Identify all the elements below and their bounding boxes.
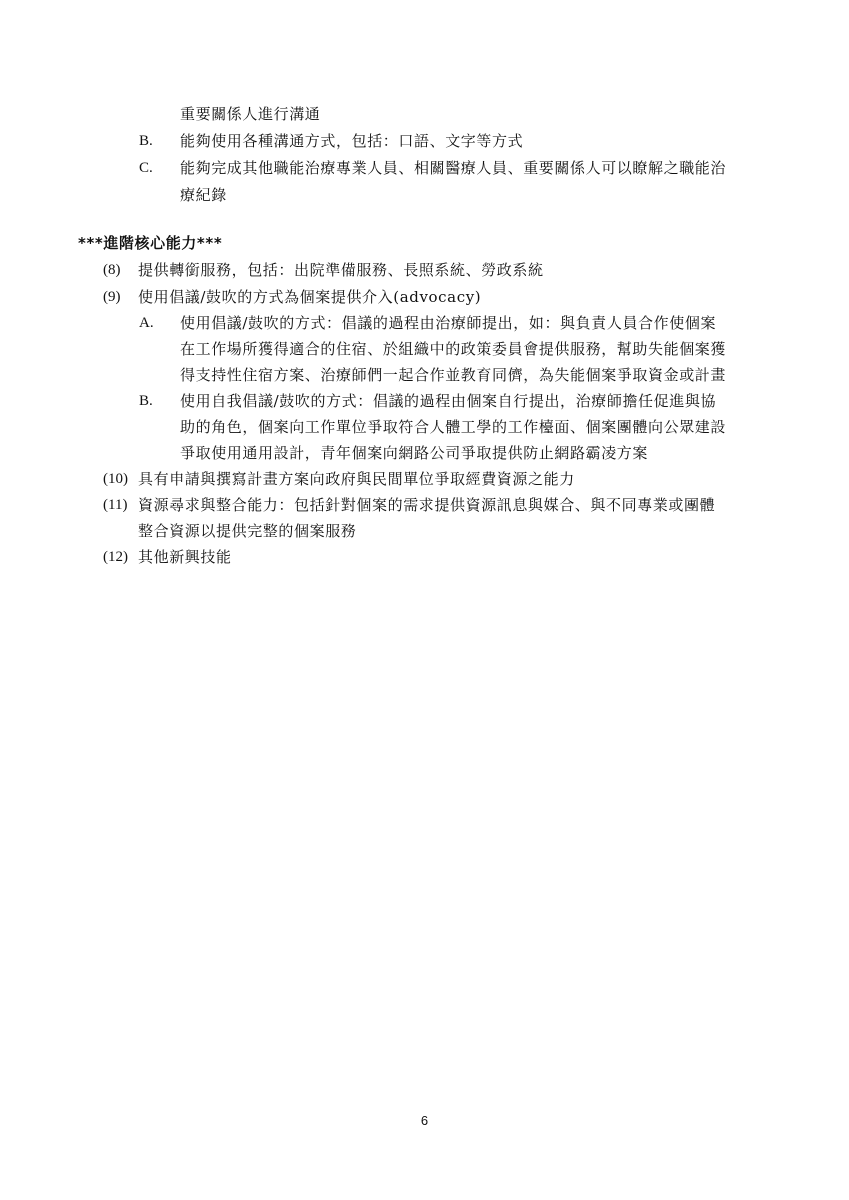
item-9-marker: (9) — [103, 289, 121, 305]
page-number: 6 — [420, 1113, 429, 1128]
item-c-line-2: 療紀錄 — [180, 186, 227, 204]
item-11-line-1: 資源尋求與整合能力：包括針對個案的需求提供資源訊息與媒合、與不同專業或團體 — [138, 496, 716, 514]
item-9b-marker: B. — [139, 393, 153, 409]
item-11-marker: (11) — [103, 497, 128, 513]
item-10-marker: (10) — [103, 471, 128, 487]
item-10-text: 具有申請與撰寫計畫方案向政府與民間單位爭取經費資源之能力 — [138, 470, 575, 488]
item-9-text: 使用倡議/鼓吹的方式為個案提供介入(advocacy) — [138, 288, 482, 306]
item-9b-line-3: 爭取使用通用設計，青年個案向網路公司爭取提供防止網路霸凌方案 — [180, 444, 649, 462]
item-9b-line-2: 助的角色，個案向工作單位爭取符合人體工學的工作檯面、個案團體向公眾建設 — [180, 418, 727, 436]
item-b-text: 能夠使用各種溝通方式，包括：口語、文字等方式 — [180, 132, 524, 150]
item-9a-line-1: 使用倡議/鼓吹的方式：倡議的過程由治療師提出，如：與負責人員合作使個案 — [180, 314, 717, 332]
item-12-marker: (12) — [103, 549, 128, 565]
item-12-text: 其他新興技能 — [138, 548, 232, 566]
item-8-text: 提供轉銜服務，包括：出院準備服務、長照系統、勞政系統 — [138, 261, 544, 279]
item-9a-line-2: 在工作場所獲得適合的住宿、於組織中的政策委員會提供服務，幫助失能個案獲 — [180, 340, 727, 358]
item-8-marker: (8) — [103, 262, 121, 278]
item-c-marker: C. — [139, 160, 153, 176]
item-c-line-1: 能夠完成其他職能治療專業人員、相關醫療人員、重要關係人可以瞭解之職能治 — [180, 159, 727, 177]
item-9a-line-3: 得支持性住宿方案、治療師們一起合作並教育同儕，為失能個案爭取資金或計畫 — [180, 366, 727, 384]
item-11-line-2: 整合資源以提供完整的個案服務 — [138, 522, 357, 540]
item-b-marker: B. — [139, 133, 153, 149]
continued-text: 重要關係人進行溝通 — [180, 105, 321, 123]
section-heading: ***進階核心能力*** — [78, 234, 223, 252]
item-9b-line-1: 使用自我倡議/鼓吹的方式：倡議的過程由個案自行提出，治療師擔任促進與協 — [180, 392, 717, 410]
item-9a-marker: A. — [139, 315, 154, 331]
